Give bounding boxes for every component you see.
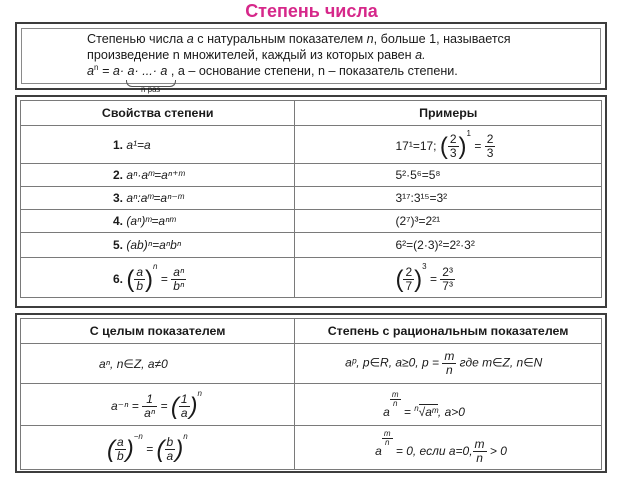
example-formula: 17¹=17; (395, 138, 437, 153)
table-row (21, 384, 602, 426)
fraction (440, 266, 455, 293)
properties-table (20, 100, 602, 298)
fraction (448, 133, 459, 160)
equals-zero: = 0 (395, 443, 413, 458)
fraction (390, 391, 401, 408)
fraction (382, 430, 393, 447)
frac-num: m (391, 389, 399, 399)
def-var-a: a (186, 32, 194, 46)
frac-den: bⁿ (173, 279, 185, 294)
example-formula: 6²=(2·3)²=2²·3² (295, 233, 602, 258)
paren-close: ) (414, 265, 423, 293)
paren-open: ( (156, 435, 165, 463)
frac-den: aⁿ (144, 406, 156, 421)
header-properties: Свойства степени (21, 101, 295, 126)
paren-open: ( (107, 435, 115, 463)
formula-tail: , a – основание степени, n – показатель степени. (167, 64, 458, 78)
formula-exp: n (94, 63, 99, 72)
table-row: 1. a¹=a 17¹=17; ( $\frac{2}{3}$ )$^1$ = $\frac{2}{3}$ (21, 126, 602, 164)
equals: = (160, 398, 168, 413)
root-expr: √aᵐ (418, 404, 438, 419)
rational-root-tail: , a>0 (437, 404, 465, 419)
rational-def-tail: где m∈Z, n∈N (456, 355, 543, 370)
paren-open: ( (170, 392, 179, 420)
frac-num: a (136, 265, 144, 280)
frac-den: 7³ (442, 279, 453, 294)
paren-open: ( (126, 265, 135, 293)
paren-open: ( (395, 265, 404, 293)
def-text-part: , больше 1, называется (373, 32, 511, 46)
fraction (171, 266, 186, 293)
rational-def (295, 344, 602, 384)
rational-root: a $\frac{m}{n}$ = $^n$√aᵐ, a>0 (295, 384, 602, 426)
def-text-part: с натуральным показателем (193, 32, 367, 46)
integer-def: aⁿ, n∈Z, a≠0 (21, 344, 295, 384)
property-formula: a¹=a (126, 137, 151, 152)
example-formula: 3¹⁷:3¹⁵=3² (295, 187, 602, 210)
row-num: 4. (113, 214, 124, 228)
def-text-part: произведение n множителей, каждый из которых равен (87, 48, 416, 62)
zero-base-tail: , если a=0, (412, 443, 473, 458)
frac-negative-exp (21, 426, 295, 470)
row-num: 3. (113, 191, 124, 205)
frac-den: n (392, 398, 398, 408)
table-row (21, 344, 602, 384)
frac-den: n (384, 437, 390, 447)
example-formula: 5²·5⁶=5⁸ (295, 164, 602, 187)
frac-num: m (383, 428, 391, 438)
negative-exp (21, 384, 295, 426)
definition-box (15, 22, 607, 94)
powers-table (20, 318, 602, 470)
frac-den: a (180, 406, 188, 421)
header-integer: С целым показателем (21, 319, 295, 344)
greater-zero: > 0 (489, 443, 507, 458)
root-index: n (414, 403, 419, 413)
neg-exp-lhs: a⁻ⁿ = (111, 398, 139, 413)
formula-product: = a· a· ...· a (98, 64, 168, 78)
fraction (485, 133, 496, 160)
row-num: 2. (113, 168, 124, 182)
example-formula: (2⁷)³=2²¹ (295, 210, 602, 233)
def-var-a2: a. (415, 48, 426, 62)
frac-den: b (117, 449, 124, 464)
table-row: 6. ( $\frac{a}{b}$ )$^n$ = $\frac{\text{aⁿ}}{\text{bⁿ}}$ ( $\frac{2}{7}$ )$^3$ = $\frac{\text{2³}}{\text{7³}}$ (21, 258, 602, 298)
rational-def-text: aᵖ, p∈R, a≥0, p = (345, 355, 439, 370)
def-var-n: n (366, 32, 374, 46)
header-rational: Степень с рациональным показателем (295, 319, 602, 344)
fraction (134, 266, 145, 293)
frac-num: 2 (449, 132, 457, 147)
frac-den: n (476, 451, 483, 466)
frac-num: 1 (142, 393, 157, 407)
fraction (115, 436, 126, 463)
frac-den: 3 (449, 146, 457, 161)
frac-den: b (136, 279, 144, 294)
frac-exp: 3 (422, 261, 427, 271)
property-formula: aⁿ:aᵐ=aⁿ⁻ᵐ (126, 191, 184, 205)
frac-den: a (166, 449, 174, 464)
row-num: 6. (113, 271, 124, 286)
table-row (21, 233, 602, 258)
table-row (21, 164, 602, 187)
fraction (473, 438, 487, 465)
fraction (442, 350, 456, 377)
property-formula: (aⁿ)ᵐ=aⁿᵐ (126, 214, 176, 228)
paren-close: ) (458, 132, 467, 160)
def-text-part: Степенью числа (87, 32, 187, 46)
header-examples: Примеры (295, 101, 602, 126)
frac-exp: n (153, 261, 158, 271)
page-title: Степень числа (245, 1, 378, 21)
frac-num: 2³ (442, 265, 453, 280)
property-formula: aⁿ·aᵐ=aⁿ⁺ᵐ (126, 168, 185, 182)
paren-close: ) (175, 435, 184, 463)
paren-close: ) (145, 265, 154, 293)
frac-exp: n (183, 431, 188, 441)
fraction (142, 393, 157, 420)
fraction (179, 393, 190, 420)
fraction (403, 266, 414, 293)
equals: = (146, 441, 154, 456)
paren-close: ) (125, 435, 134, 463)
definition-formula (87, 63, 458, 78)
table-row (21, 210, 602, 233)
frac-num: a (117, 435, 124, 450)
row-num: 5. (113, 238, 124, 252)
frac-num: aⁿ (173, 265, 185, 280)
frac-den: 7 (405, 279, 413, 294)
frac-den: 3 (486, 146, 494, 161)
paren-open: ( (439, 132, 448, 160)
table-row (21, 426, 602, 470)
frac-num: 2 (486, 132, 494, 147)
definition-text (87, 31, 597, 63)
property-formula: (ab)ⁿ=aⁿbⁿ (126, 238, 182, 252)
zero-base: a $\frac{m}{n}$ = 0, если a=0, $\frac{m}{n}$ > 0 (295, 426, 602, 470)
frac-num: 2 (405, 265, 413, 280)
frac-exp: −n (133, 431, 143, 441)
formula-base: a (87, 64, 95, 78)
paren-close: ) (189, 392, 198, 420)
frac-num: m (444, 349, 455, 363)
frac-num: b (166, 435, 174, 450)
row-num: 1. (113, 137, 124, 152)
frac-exp: n (197, 388, 202, 398)
frac-num: m (474, 437, 485, 452)
frac-num: 1 (180, 392, 188, 407)
table-row (21, 187, 602, 210)
frac-den: n (445, 363, 453, 377)
fraction (165, 436, 176, 463)
brace-label: n раз (141, 85, 161, 94)
frac-exp: 1 (466, 128, 471, 138)
